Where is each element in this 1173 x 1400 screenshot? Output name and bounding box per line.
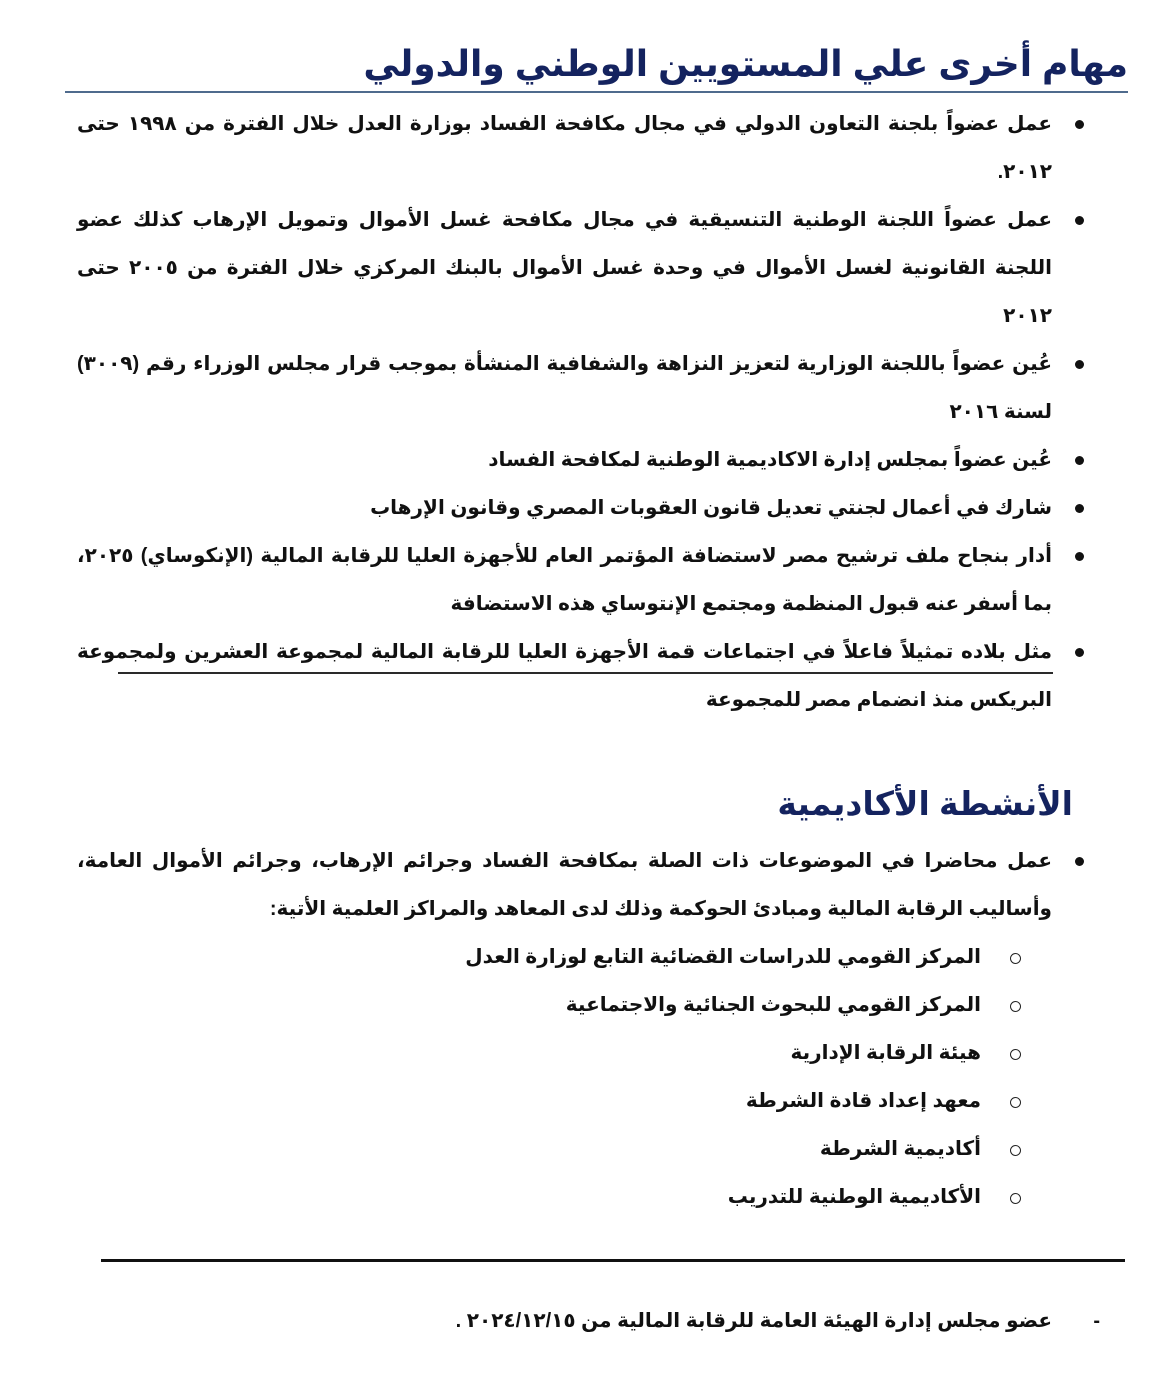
institution-item: هيئة الرقابة الإدارية [281, 1029, 981, 1077]
section-title-national-international: مهام أخرى علي المستويين الوطني والدولي [363, 43, 1128, 85]
bullet-icon [1075, 552, 1084, 561]
footer-list [152, 1297, 1100, 1345]
list-item: شارك في أعمال لجنتي تعديل قانون العقوبات المصري وقانون الإرهاب [77, 484, 1052, 532]
list-item: أدار بنجاح ملف ترشيح مصر لاستضافة المؤتمر العام للأجهزة العليا للرقابة المالية (الإنكوساي) ٢٠٢٥، بما أسفر عنه قبول المنظمة ومجتمع الإنتوساي هذه الاستضافة [77, 532, 1052, 628]
bullet-icon [1075, 648, 1084, 657]
institution-item: أكاديمية الشرطة [281, 1125, 981, 1173]
institution-item: الأكاديمية الوطنية للتدريب [281, 1173, 981, 1221]
section-title-academic: الأنشطة الأكاديمية [777, 785, 1073, 823]
institution-item: معهد إعداد قادة الشرطة [281, 1077, 981, 1125]
institution-item: المركز القومي للدراسات القضائية التابع لوزارة العدل [281, 933, 981, 981]
title-divider [65, 91, 1128, 93]
circle-bullet-icon [1010, 1145, 1021, 1156]
bullet-icon [1075, 504, 1084, 513]
institutions-list [281, 933, 981, 1221]
bullet-icon [1075, 216, 1084, 225]
list-item: عمل محاضرا في الموضوعات ذات الصلة بمكافحة الفساد وجرائم الإرهاب، وجرائم الأموال العامة، وأساليب الرقابة المالية ومبادئ الحوكمة وذلك لدى المعاهد والمراكز العلمية الأتية: [77, 837, 1052, 933]
circle-bullet-icon [1010, 1001, 1021, 1012]
list-item: عُين عضواً باللجنة الوزارية لتعزيز النزاهة والشفافية المنشأة بموجب قرار مجلس الوزراء رقم (٣٠٠٩) لسنة ٢٠١٦ [77, 340, 1052, 436]
circle-bullet-icon [1010, 953, 1021, 964]
list-item: مثل بلاده تمثيلاً فاعلاً في اجتماعات قمة الأجهزة العليا للرقابة المالية لمجموعة العشرين ولمجموعة البريكس منذ انضمام مصر للمجموعة [77, 628, 1052, 724]
list-item: عمل عضواً اللجنة الوطنية التنسيقية في مجال مكافحة غسل الأموال وتمويل الإرهاب كذلك عضو اللجنة القانونية لغسل الأموال في وحدة غسل الأموال بالبنك المركزي خلال الفترة من ٢٠٠٥ حتى ٢٠١٢ [77, 196, 1052, 340]
footer-divider [101, 1259, 1125, 1262]
circle-bullet-icon [1010, 1049, 1021, 1060]
section-divider [118, 672, 1053, 674]
circle-bullet-icon [1010, 1193, 1021, 1204]
list-item: عمل عضواً بلجنة التعاون الدولي في مجال مكافحة الفساد بوزارة العدل خلال الفترة من ١٩٩٨ حتى ٢٠١٢. [77, 100, 1052, 196]
list-item: عُين عضواً بمجلس إدارة الاكاديمية الوطنية لمكافحة الفساد [77, 436, 1052, 484]
list-item: - عضو مجلس إدارة الهيئة العامة للرقابة المالية من ٢٠٢٤/١٢/١٥ . [152, 1297, 1052, 1345]
bullet-icon [1075, 456, 1084, 465]
dash-bullet-icon: - [1093, 1310, 1100, 1332]
bullet-icon [1075, 360, 1084, 369]
bullet-icon [1075, 857, 1084, 866]
national-international-list [2, 100, 1052, 724]
institution-item: المركز القومي للبحوث الجنائية والاجتماعية [281, 981, 981, 1029]
circle-bullet-icon [1010, 1097, 1021, 1108]
academic-list [52, 837, 1052, 933]
bullet-icon [1075, 120, 1084, 129]
